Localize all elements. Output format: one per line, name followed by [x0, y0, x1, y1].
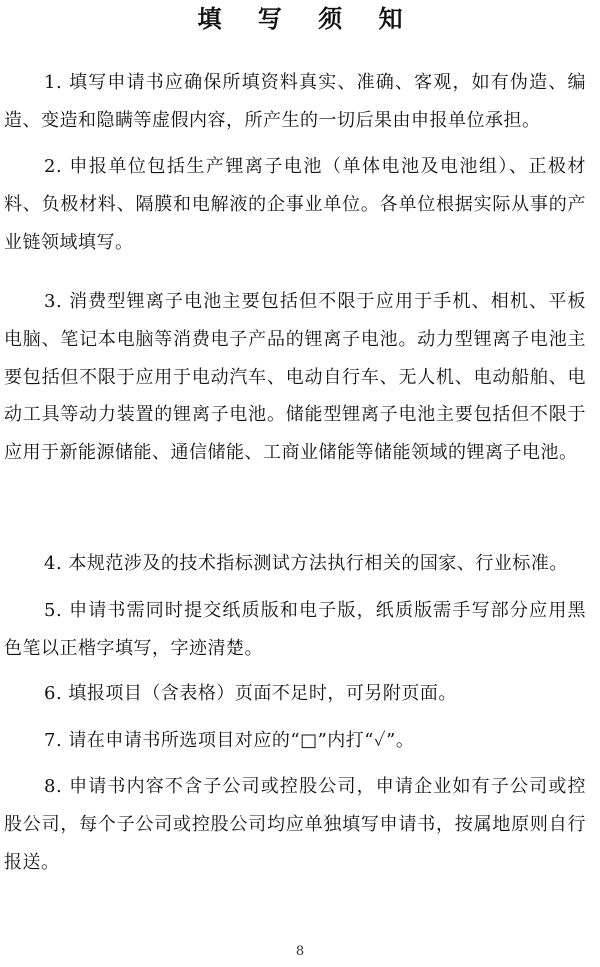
instruction-item-6: 6. 填报项目（含表格）页面不足时，可另附页面。 — [44, 683, 457, 704]
instruction-item-4: 4. 本规范涉及的技术指标测试方法执行相关的国家、行业标准。 — [44, 553, 568, 574]
page-title: 填 写 须 知 — [197, 4, 417, 33]
instruction-item-1: 1. 填写申请书应确保所填资料真实、准确、客观，如有伪造、编造、变造和隐瞒等虚假内容，所产生的一切后果由申报单位承担。 — [4, 72, 586, 131]
page-number: 8 — [295, 944, 305, 959]
instruction-item-5: 5. 申请书需同时提交纸质版和电子版，纸质版需手写部分应用黑色笔以正楷字填写，字迹清楚。 — [4, 600, 586, 659]
instruction-item-3: 3. 消费型锂离子电池主要包括但不限于应用于手机、相机、平板电脑、笔记本电脑等消费电子产品的锂离子电池。动力型锂离子电池主要包括但不限于应用于电动汽车、电动自行车、无人机、电动船舶、电动工具等动力装置的锂离子电池。储能型锂离子电池主要包括但不限于应用于新能源储能、通信储能、工商业储能等储能领域的锂离子电池。 — [4, 291, 586, 464]
instruction-item-7: 7. 请在申请书所选项目对应的“□”内打“✓”。 — [44, 730, 415, 751]
instruction-item-8: 8. 申请书内容不含子公司或控股公司，申请企业如有子公司或控股公司，每个子公司或控股公司均应单独填写申请书，按属地原则自行报送。 — [4, 776, 586, 873]
instruction-item-2: 2. 申报单位包括生产锂离子电池（单体电池及电池组）、正极材料、负极材料、隔膜和电解液的企事业单位。各单位根据实际从事的产业链领域填写。 — [4, 156, 586, 253]
